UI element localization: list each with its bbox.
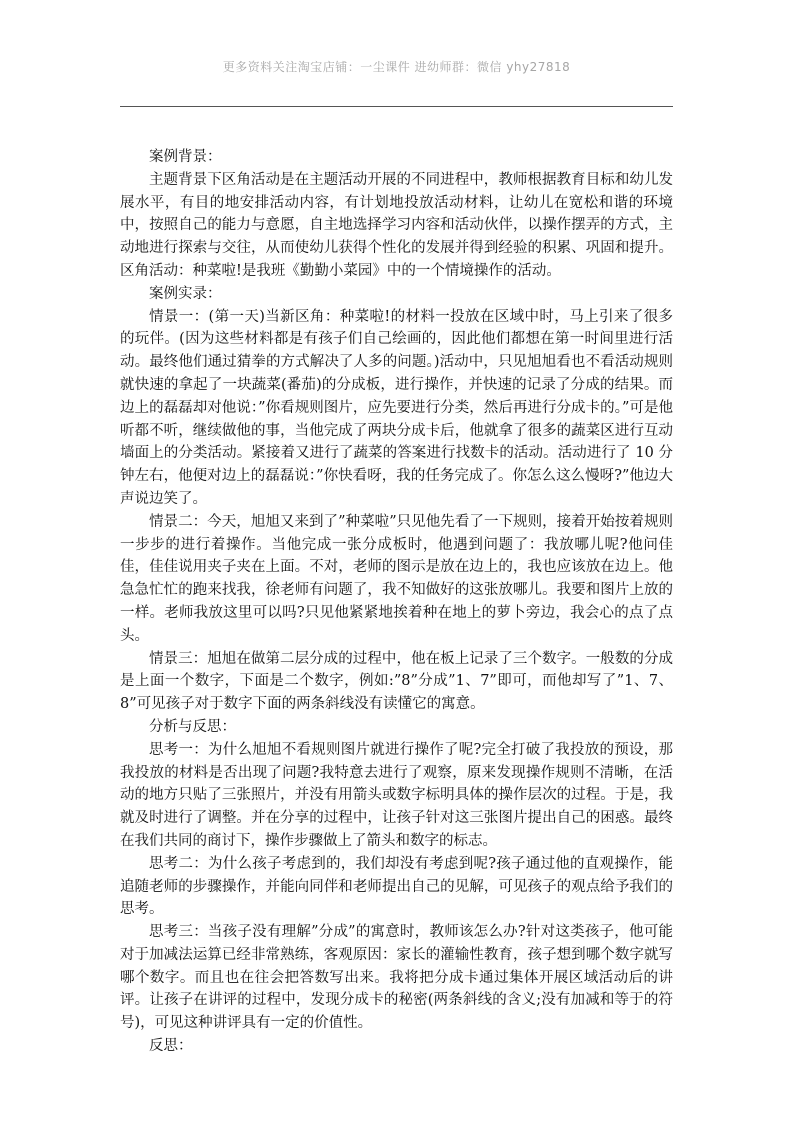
header-divider	[120, 106, 673, 107]
heading-case-background: 案例背景：	[149, 149, 222, 165]
paragraph-thought-one: 思考一：为什么旭旭不看规则图片就进行操作了呢?完全打破了我投放的预设，那我投放的材料是否出现了问题?我特意去进行了观察，原来发现操作规则不清晰，在活动的地方只贴了三张照片，并没有用箭头或数字标明具体的操作层次的过程。于是，我就及时进行了调整。并在分享的过程中，让孩子针对这三张图片提出自己的困惑。最终在我们共同的商讨下，操作步骤做上了箭头和数字的标志。	[120, 741, 673, 849]
page-header-watermark: 更多资料关注淘宝店铺：一尘课件 进幼师群：微信 yhy27818	[222, 60, 571, 74]
heading-analysis: 分析与反思：	[149, 718, 236, 735]
paragraph-background: 主题背景下区角活动是在主题活动开展的不同进程中，教师根据教育目标和幼儿发展水平，有目的地安排活动内容，有计划地投放活动材料，让幼儿在宽松和谐的环境中，按照自己的能力与意愿，自主地选择学习内容和活动伙伴，以操作摆弄的方式，主动地进行探索与交往，从而使幼儿获得个性化的发展并得到经验的积累、巩固和提升。区角活动：种菜啦!是我班《勤勤小菜园》中的一个情境操作的活动。	[120, 171, 673, 279]
heading-reflection: 反思：	[149, 1038, 193, 1055]
document-body	[120, 146, 673, 1058]
paragraph-scene-three: 情景三：旭旭在做第二层分成的过程中，他在板上记录了三个数字。一般数的分成是上面一个数字，下面是二个数字，例如:”8”分成”1、7”即可，而他却写了”1、7、8”可见孩子对于数字下面的两条斜线没有读懂它的寓意。	[120, 650, 673, 713]
paragraph-scene-one: 情景一：(第一天)当新区角：种菜啦!的材料一投放在区域中时，马上引来了很多的玩伴。(因为这些材料都是有孩子们自己绘画的，因此他们都想在第一时间里进行活动。最终他们通过猜拳的方式解决了人多的问题。)活动中，只见旭旭看也不看活动规则就快速的拿起了一块蔬菜(番茄)的分成板，进行操作，并快速的记录了分成的结果。而边上的磊磊却对他说：”你看规则图片，应先要进行分类，然后再进行分成卡的。”可是他听都不听，继续做他的事，当他完成了两块分成卡后，他就拿了很多的蔬菜区进行互动墙面上的分类活动。紧接着又进行了蔬菜的答案进行找数卡的活动。活动进行了 10 分钟左右，他便对边上的磊磊说：”你快看呀，我的任务完成了。你怎么这么慢呀?”他边大声说边笑了。	[120, 308, 673, 507]
paragraph-thought-two: 思考二：为什么孩子考虑到的，我们却没有考虑到呢?孩子通过他的直观操作，能追随老师的步骤操作，并能向同伴和老师提出自己的见解，可见孩子的观点给予我们的思考。	[120, 855, 673, 918]
heading-case-record: 案例实录：	[149, 285, 222, 302]
paragraph-scene-two: 情景二：今天，旭旭又来到了”种菜啦”只见他先看了一下规则，接着开始按着规则一步步的进行着操作。当他完成一张分成板时，他遇到问题了：我放哪儿呢?他问佳佳，佳佳说用夹子夹在上面。不对，老师的图示是放在边上的，我也应该放在边上。他急急忙忙的跑来找我，徐老师有问题了，我不知做好的这张放哪儿。我要和图片上放的一样。老师我放这里可以吗?只见他紧紧地挨着种在地上的萝卜旁边，我会心的点了点头。	[120, 513, 673, 644]
paragraph-thought-three: 思考三：当孩子没有理解”分成”的寓意时，教师该怎么办?针对这类孩子，他可能对于加减法运算已经非常熟练，客观原因：家长的灌输性教育，孩子想到哪个数字就写哪个数字。而且也在往会把答数写出来。我将把分成卡通过集体开展区域活动后的讲评。让孩子在讲评的过程中，发现分成卡的秘密(两条斜线的含义;没有加减和等于的符号)，可见这种讲评具有一定的价值性。	[120, 924, 673, 1032]
